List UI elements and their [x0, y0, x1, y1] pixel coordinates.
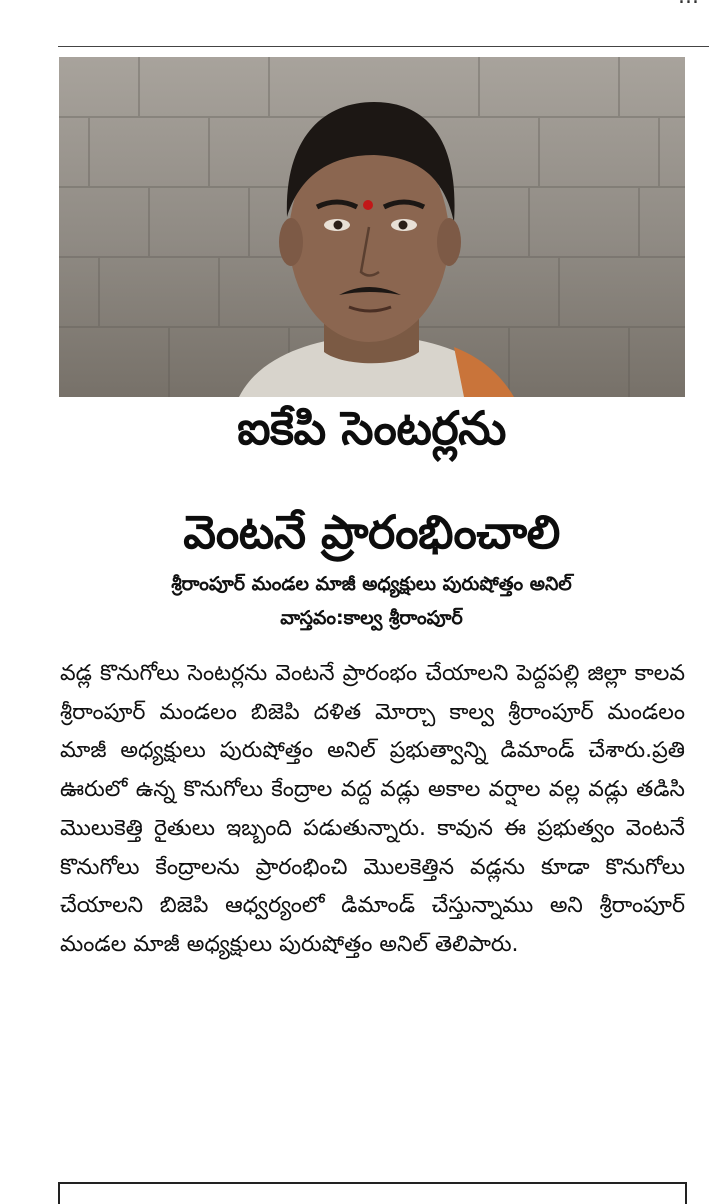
- dateline: వాస్తవం:కాల్వ శ్రీరాంపూర్: [280, 607, 463, 629]
- portrait-photo: [59, 57, 685, 397]
- portrait-illustration: [59, 57, 685, 397]
- subheadline-line-1: శ్రీరాంపూర్ మండల మాజీ అధ్యక్షులు పురుషోత్తం అనిల్: [171, 573, 572, 595]
- article-body: [60, 655, 685, 965]
- headline-line-2: వెంటనే ప్రారంభించాలి: [183, 505, 560, 559]
- previous-article-clipped-text: [60, 0, 699, 14]
- headline-line-1: ఐకేపి సెంటర్లను: [237, 401, 506, 455]
- top-divider: [58, 46, 709, 47]
- article-paragraph: వడ్ల కొనుగోలు సెంటర్లను వెంటనే ప్రారంభం చేయాలని పెద్దపల్లి జిల్లా కాలవ శ్రీరాంపూర్ మండలం బిజెపి దళిత మోర్చా కాల్వ శ్రీరాంపూర్ మండలం మాజీ అధ్యక్షులు పురుషోత్తం అనిల్ ప్రభుత్వాన్ని డిమాండ్ చేశారు.ప్రతి ఊరులో ఉన్న కొనుగోలు కేంద్రాల వద్ద వడ్లు అకాల వర్షాల వల్ల వడ్లు తడిసి మొలుకెత్తి రైతులు ఇబ్బంది పడుతున్నారు. కావున ఈ ప్రభుత్వం వెంటనే కొనుగోలు కేంద్రాలను ప్రారంభించి మొలకెత్తిన వడ్లను కూడా కొనుగోలు చేయాలని బిజెపి ఆధ్వర్యంలో డిమాండ్ చేస్తున్నాము అని శ్రీరాంపూర్ మండల మాజీ అధ్యక్షులు పురుషోత్తం అనిల్ తెలిపారు.: [60, 661, 685, 957]
- next-article-box: [58, 1182, 687, 1204]
